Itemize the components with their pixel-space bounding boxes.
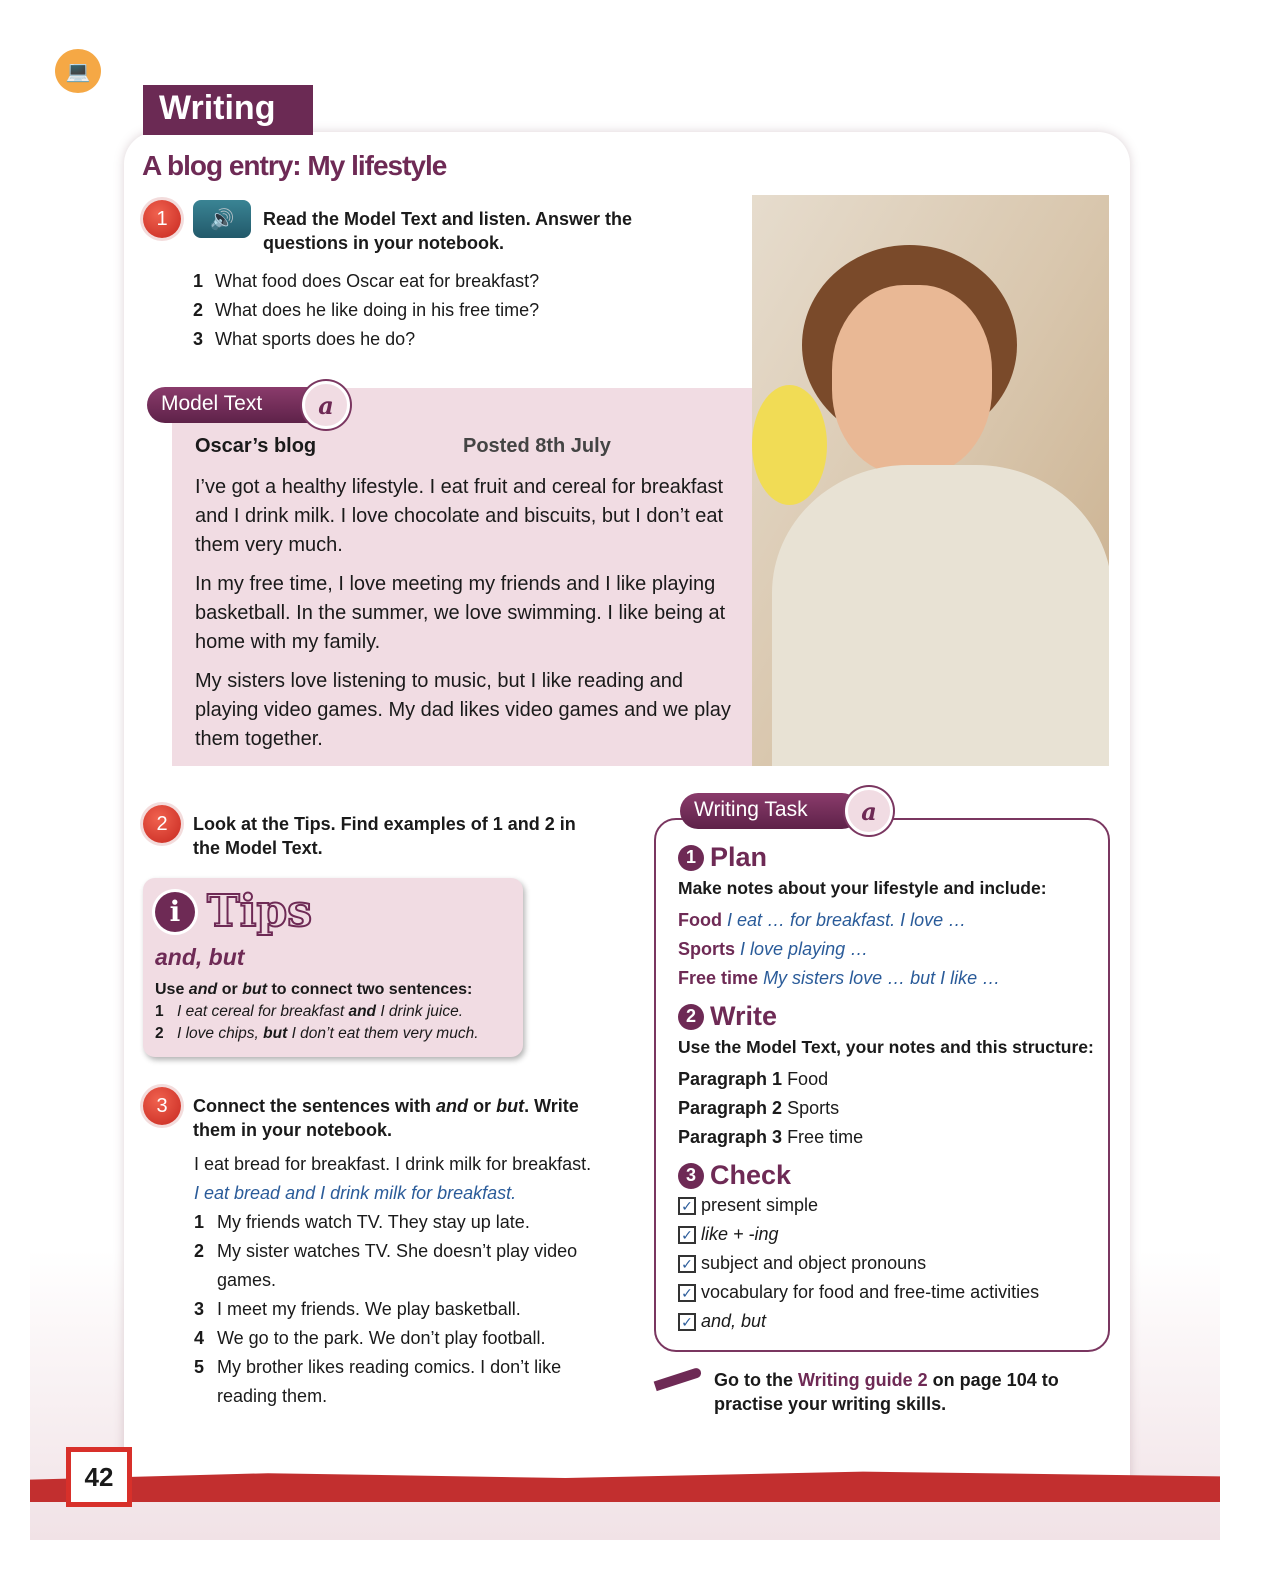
list-item: 3 I meet my friends. We play basketball. [194,1299,521,1319]
checkbox-icon[interactable]: ✓ [678,1197,696,1215]
pen-badge-icon: a [845,787,893,835]
list-item: 2 My sister watches TV. She doesn’t play video games. [194,1241,578,1290]
plan-instruction: Make notes about your lifestyle and include: [678,878,1047,898]
list-item: 3 What sports does he do? [193,329,416,349]
check-list [678,1191,1098,1336]
list-item: Paragraph 1 Food [678,1069,829,1089]
checklist-item: ✓ present simple [678,1191,1098,1220]
tips-rule: Use and or but to connect two sentences: [155,981,473,998]
exercise-2-instruction: Look at the Tips. Find examples of 1 and 2 in the Model Text. [193,814,576,858]
audio-speaker-icon[interactable]: 🔊 [193,200,251,238]
model-paragraph: My sisters love listening to music, but I like reading and playing video games. My dad likes video games and we play them together. [195,670,731,750]
list-item: 1 What food does Oscar eat for breakfast? [193,271,540,291]
model-paragraph: In my free time, I love meeting my friends and I like playing basketball. In the summer, we love swimming. I like being at home with my family. [195,573,726,653]
page-number: 42 [66,1447,132,1507]
writing-task-label: Writing Task [680,793,860,829]
list-item: 4 We go to the park. We don’t play football. [194,1328,546,1348]
left-column [143,805,613,1411]
info-icon: i [155,892,195,932]
right-column [654,793,1110,1416]
list-item: 5 My brother likes reading comics. I don’t like reading them. [194,1357,562,1406]
list-item: 2 I love chips, but I don’t eat them very much. [155,1025,479,1042]
exercise-number: 1 [143,200,181,238]
list-item: 1 I eat cereal for breakfast and I drink juice. [155,1003,464,1020]
checkbox-icon[interactable]: ✓ [678,1313,696,1331]
list-item: 2 What does he like doing in his free time? [193,300,540,320]
list-item: Paragraph 2 Sports [678,1098,840,1118]
exercise-3-instruction: Connect the sentences with and or but. Write them in your notebook. [193,1096,579,1140]
list-item: Paragraph 3 Free time [678,1127,864,1147]
exercise-3-answer: I eat bread and I drink milk for breakfast. [194,1183,517,1203]
writing-guide-link[interactable]: Writing guide 2 [798,1370,928,1390]
write-heading: 2 Write [678,1001,1098,1032]
write-instruction: Use the Model Text, your notes and this structure: [678,1037,1094,1057]
boy-photo [752,195,1109,766]
exercise-number: 2 [143,805,181,843]
model-paragraph: I’ve got a healthy lifestyle. I eat fruit and cereal for breakfast and I drink milk. I love chocolate and biscuits, but I don’t eat them very much. [195,476,724,556]
exercise-1-instruction: Read the Model Text and listen. Answer the questions in your notebook. [263,209,633,253]
checklist-item: ✓ like + -ing [678,1220,1098,1249]
checklist-item: ✓ and, but [678,1307,1098,1336]
tips-box [143,878,523,1057]
model-text-label: Model Text [147,387,312,423]
writing-guide-note: Go to the Writing guide 2 on page 104 to practise your writing skills. [714,1370,1059,1414]
exercise-number: 3 [143,1087,181,1125]
plan-heading: 1 Plan [678,842,1098,873]
write-structure [678,1065,1098,1152]
exercise-3-example: I eat bread for breakfast. I drink milk for breakfast. [194,1154,592,1174]
posted-date: Posted 8th July [463,435,611,457]
blog-title: Oscar’s blog [195,435,317,457]
laptop-icon[interactable]: 💻 [55,49,101,93]
writing-task-box [654,818,1110,1352]
list-item: 1 My friends watch TV. They stay up late. [194,1212,530,1232]
pen-icon [654,1367,703,1391]
list-item: Food I eat … for breakfast. I love … [678,910,967,930]
section-tab: Writing [143,85,313,135]
model-text-body [195,473,745,764]
checkbox-icon[interactable]: ✓ [678,1284,696,1302]
exercise-3-items [194,1208,604,1411]
page-title: A blog entry: My lifestyle [142,150,447,181]
tips-examples [155,1001,511,1045]
pen-badge-icon: a [302,381,350,429]
exercise-1-questions [193,267,743,354]
checkbox-icon[interactable]: ✓ [678,1226,696,1244]
checklist-item: ✓ vocabulary for food and free-time activities [678,1278,1098,1307]
tips-subtitle: and, but [155,944,245,970]
check-heading: 3 Check [678,1160,1098,1191]
tips-title: Tips [207,886,312,937]
checkbox-icon[interactable]: ✓ [678,1255,696,1273]
checklist-item: ✓ subject and object pronouns [678,1249,1098,1278]
exercise-1 [143,200,743,354]
list-item: Sports I love playing … [678,939,869,959]
plan-notes [678,906,1098,993]
list-item: Free time My sisters love … but I like … [678,968,1001,988]
